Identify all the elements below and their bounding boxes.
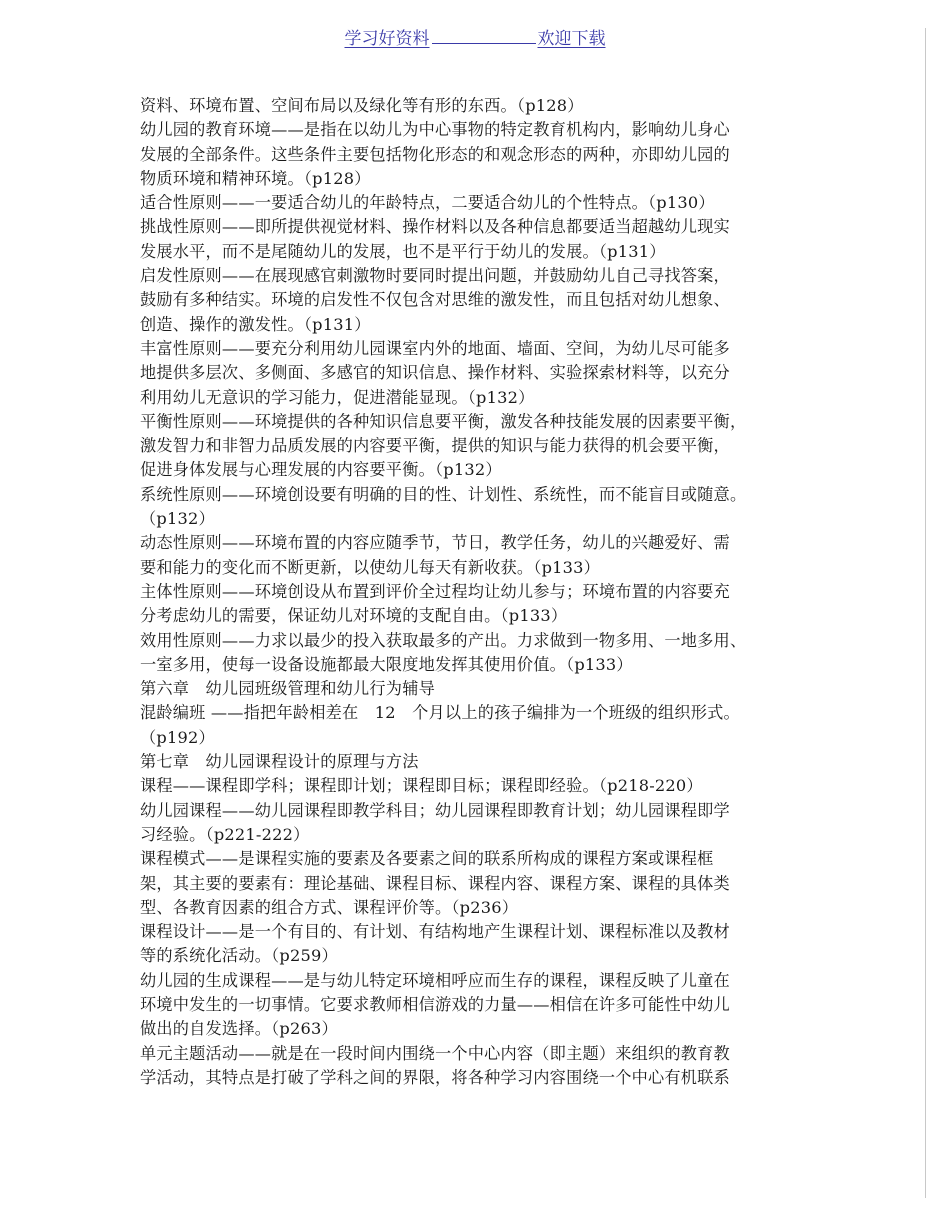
text-line: 地提供多层次、多侧面、多感官的知识信息、操作材料、实验探索材料等，以充分 [140, 363, 730, 383]
text-line: 物质环境和精神环境。（p128） [140, 168, 371, 188]
text-line: 资料、环境布置、空间布局以及绿化等有形的东西。（p128） [140, 96, 584, 115]
header-right-text: 欢迎下载 [537, 29, 606, 49]
text-line: 幼儿园课程——幼儿园课程即教学科目；幼儿园课程即教育计划；幼儿园课程即学 [140, 800, 730, 820]
text-line: 激发智力和非智力品质发展的内容要平衡，提供的知识与能力获得的机会要平衡， [140, 436, 730, 456]
text-line: 架，其主要的要素有：理论基础、课程目标、课程内容、课程方案、课程的具体类 [140, 873, 730, 893]
text-line: 效用性原则——力求以最少的投入获取最多的产出。力求做到一物多用、一地多用、 [140, 630, 747, 650]
text-line: 丰富性原则——要充分利用幼儿园课室内外的地面、墙面、空间，为幼儿尽可能多 [140, 338, 730, 358]
text-line: 利用幼儿无意识的学习能力，促进潜能显现。（p132） [140, 387, 535, 407]
text-line: 分考虑幼儿的需要，保证幼儿对环境的支配自由。（p133） [140, 606, 568, 626]
text-line: 创造、操作的激发性。（p131） [140, 314, 371, 334]
text-line: 学活动，其特点是打破了学科之间的界限，将各种学习内容围绕一个中心有机联系 [140, 1067, 730, 1087]
text-line: 发展的全部条件。这些条件主要包括物化形态的和观念形态的两种，亦即幼儿园的 [140, 144, 730, 164]
text-line: 启发性原则——在展现感官刺激物时要同时提出问题，并鼓励幼儿自己寻找答案， [140, 266, 730, 286]
text-line: 幼儿园的生成课程——是与幼儿特定环境相呼应而生存的课程，课程反映了儿童在 [140, 970, 730, 990]
text-line: 幼儿园的教育环境——是指在以幼儿为中心事物的特定教育机构内，影响幼儿身心 [140, 120, 730, 140]
page-edge-line [925, 28, 926, 1198]
text-line: 型、各教育因素的组合方式、课程评价等。（p236） [140, 897, 519, 917]
text-line: 系统性原则——环境创设要有明确的目的性、计划性、系统性，而不能盲目或随意。 [140, 484, 747, 504]
document-body [140, 94, 814, 1090]
text-line: （p192） [140, 727, 215, 747]
text-line: 课程——课程即学科；课程即计划；课程即目标；课程即经验。（p218-220） [140, 776, 703, 796]
text-line: 环境中发生的一切事情。它要求教师相信游戏的力量——相信在许多可能性中幼儿 [140, 994, 730, 1014]
text-line: 适合性原则——一要适合幼儿的年龄特点，二要适合幼儿的个性特点。（p130） [140, 193, 715, 213]
text-line: 主体性原则——环境创设从布置到评价全过程均让幼儿参与；环境布置的内容要充 [140, 581, 730, 601]
text-line: 要和能力的变化而不断更新，以使幼儿每天有新收获。（p133） [140, 557, 601, 577]
header-left-text: 学习好资料 [344, 29, 430, 49]
text-line: 一室多用，使每一设备设施都最大限度地发挥其使用价值。（p133） [140, 654, 633, 674]
text-line: 等的系统化活动。（p259） [140, 946, 338, 966]
text-line: 动态性原则——环境布置的内容应随季节，节日，教学任务，幼儿的兴趣爱好、需 [140, 533, 730, 553]
text-line: 单元主题活动——就是在一段时间内围绕一个中心内容（即主题）来组织的教育教 [140, 1043, 730, 1063]
text-line: 第七章 幼儿园课程设计的原理与方法 [140, 752, 419, 772]
text-line: （p132） [140, 509, 215, 529]
header-underline-gap [432, 29, 536, 44]
page-header [0, 24, 950, 49]
text-line: 课程设计——是一个有目的、有计划、有结构地产生课程计划、课程标准以及教材 [140, 922, 730, 942]
text-line: 第六章 幼儿园班级管理和幼儿行为辅导 [140, 679, 435, 699]
text-line: 习经验。（p221-222） [140, 824, 310, 844]
text-line: 发展水平，而不是尾随幼儿的发展，也不是平行于幼儿的发展。（p131） [140, 241, 666, 261]
text-line: 课程模式——是课程实施的要素及各要素之间的联系所构成的课程方案或课程框 [140, 849, 714, 869]
text-line: 做出的自发选择。（p263） [140, 1019, 338, 1039]
text-line: 促进身体发展与心理发展的内容要平衡。（p132） [140, 460, 502, 480]
text-line: 平衡性原则——环境提供的各种知识信息要平衡，激发各种技能发展的因素要平衡， [140, 411, 747, 431]
text-line: 鼓励有多种结实。环境的启发性不仅包含对思维的激发性，而且包括对幼儿想象、 [140, 290, 730, 310]
text-line: 混龄编班 ——指把年龄相差在 12 个月以上的孩子编排为一个班级的组织形式。 [140, 703, 740, 723]
text-line: 挑战性原则——即所提供视觉材料、操作材料以及各种信息都要适当超越幼儿现实 [140, 217, 730, 237]
